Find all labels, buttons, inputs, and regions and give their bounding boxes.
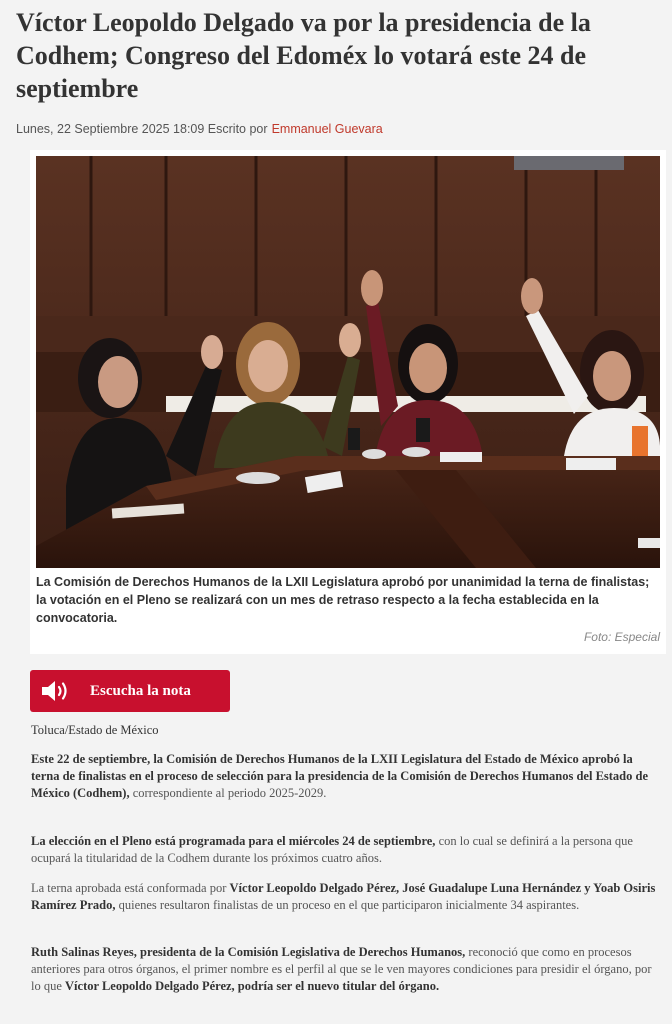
photo-caption: La Comisión de Derechos Humanos de la LXII Legislatura aprobó por unanimidad la terna de finalistas; la votación en el Pleno se realizará con un mes de retraso respecto a la fecha establecida en la convocatoria. (36, 575, 650, 625)
author-link[interactable]: Emmanuel Guevara (271, 122, 383, 136)
paragraph-text: correspondiente al periodo 2025-2029. (129, 786, 327, 800)
speaker-icon (40, 679, 74, 703)
paragraph-bold: Este 22 de septiembre, la Comisión de Derechos Humanos de la LXII Legislatura del Estado de México aprobó la terna de finalistas en el proceso de selección para la presidencia de la Comisión de Derechos Humanos del Estado de México (Codhem), (31, 752, 649, 800)
listen-button[interactable] (30, 670, 230, 712)
article-date: Lunes, 22 Septiembre 2025 18:09 Escrito por (16, 122, 268, 136)
photo-credit: Foto: Especial (583, 630, 660, 644)
article-paragraph (31, 751, 663, 802)
paragraph-bold: Ruth Salinas Reyes, presidenta de la Comisión Legislativa de Derechos Humanos, (31, 945, 466, 959)
article-paragraph (31, 944, 663, 995)
paragraph-text: reconoció que como en procesos anteriores para otros órganos, el primer nombre es el perfil al que se le ven mayores condiciones para presidir el órgano, por lo que (31, 945, 652, 993)
dateline-location: Toluca/Estado de México (31, 723, 159, 737)
article-title: Víctor Leopoldo Delgado va por la presidencia de la Codhem; Congreso del Edoméx lo votará este 24 de septiembre (16, 8, 591, 103)
paragraph-text: con lo cual se definirá a la persona que ocupará la titularidad de la Codhem durante los próximos cuatro años. (31, 834, 633, 865)
paragraph-bold: Víctor Leopoldo Delgado Pérez, podría ser el nuevo titular del órgano. (65, 979, 440, 993)
article-paragraph (31, 833, 663, 867)
paragraph-bold: Víctor Leopoldo Delgado Pérez, José Guadalupe Luna Hernández y Yoab Osiris Ramírez Prado, (31, 881, 656, 912)
listen-button-label: Escucha la nota (90, 682, 191, 699)
article-figure (30, 150, 666, 654)
photo-illustration (36, 156, 660, 568)
article-photo (36, 156, 660, 568)
article-paragraph (31, 880, 663, 914)
article-byline (16, 122, 383, 136)
paragraph-text: La terna aprobada está conformada por (31, 881, 230, 895)
paragraph-text: quienes resultaron finalistas de un proceso en el que participaron inicialmente 34 aspirantes. (115, 898, 580, 912)
paragraph-bold: La elección en el Pleno está programada para el miércoles 24 de septiembre, (31, 834, 436, 848)
